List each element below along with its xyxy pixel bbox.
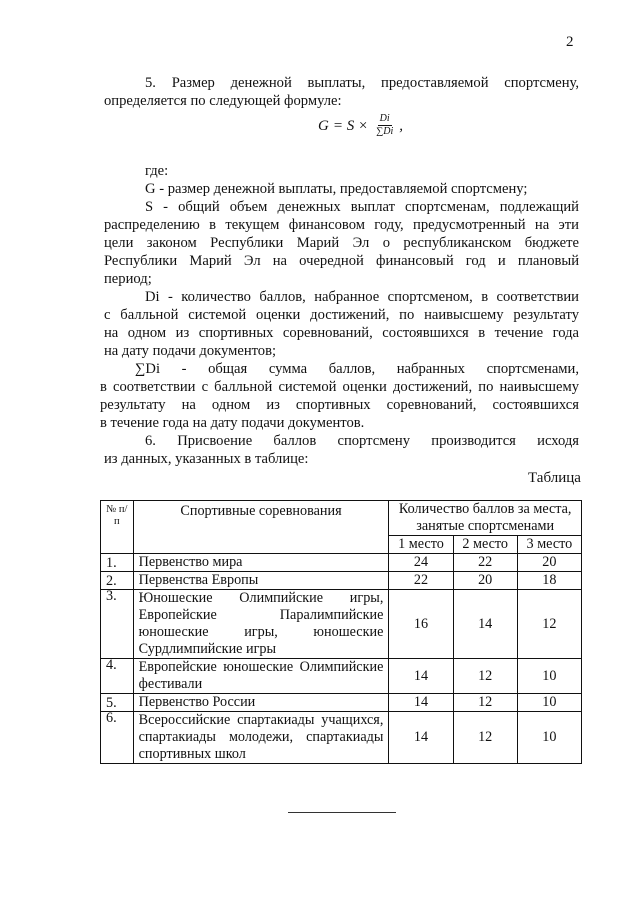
table-row [101,572,582,590]
s-definition-line-1: S - общий объем денежных выплат спортсменам, подлежащий [145,199,579,215]
table-row [101,590,582,659]
table-header-row [101,501,582,536]
d-definition-line-3: на одном из спортивных соревнований, состоявшихся в течение года [104,325,579,341]
row-points-3: 12 [517,590,581,659]
table-row [101,712,582,764]
row-points-1: 24 [389,554,453,572]
s-definition-line-4: Республики Марий Эл на очередной финансовый год и плановый [104,253,579,269]
row-points-1: 14 [389,694,453,712]
payment-formula [318,113,403,138]
sum-definition-line-3: результату на одном из спортивных соревнований, состоявшихся [100,397,579,413]
row-points-1: 22 [389,572,453,590]
d-definition-line-2: с балльной системой оценки достижений, по наивысшему результату [104,307,579,323]
row-competition: Первенства Европы [133,572,389,590]
header-place-1: 1 место [389,536,453,554]
row-points-2: 12 [453,694,517,712]
sum-definition-line-4: в течение года на дату подачи документов. [100,415,365,431]
table-row [101,659,582,694]
row-competition: Первенство России [133,694,389,712]
formula-eq: = S × [332,117,369,134]
formula-tail: , [399,117,403,134]
header-competitions: Спортивные соревнования [133,501,389,554]
row-points-3: 10 [517,694,581,712]
page-number: 2 [566,34,574,50]
paragraph-5-line-1: 5. Размер денежной выплаты, предоставляемой спортсмену, [145,75,579,91]
points-table [100,500,582,764]
s-definition-line-2: распределению в текущем финансовом году, предусмотренный на эти [104,217,579,233]
row-points-2: 22 [453,554,517,572]
closing-divider [288,812,396,813]
formula-lhs: G [318,117,329,134]
row-competition: Юношеские Олимпийские игры, Европейские Паралимпийские юношеские игры, юношеские Сурдлимпийские игры [133,590,389,659]
row-points-2: 12 [453,712,517,764]
paragraph-5-line-2: определяется по следующей формуле: [104,93,342,109]
d-definition-line-4: на дату подачи документов; [104,343,277,359]
where-label: где: [145,163,169,179]
row-points-1: 14 [389,659,453,694]
sum-definition-line-1: ∑Di - общая сумма баллов, набранных спортсменами, [135,361,579,377]
sum-definition-line-2: в соответствии с балльной системой оценки достижений, по наивысшему [100,379,579,395]
row-points-1: 16 [389,590,453,659]
row-number: 3. [101,590,134,659]
s-definition-line-5: период; [104,271,152,287]
header-number: № п/п [101,501,134,554]
paragraph-6-line-1: 6. Присвоение баллов спортсмену производится исходя [145,433,579,449]
row-number: 4. [101,659,134,694]
row-number: 5. [101,694,134,712]
header-place-2: 2 место [453,536,517,554]
header-place-3: 3 место [517,536,581,554]
row-competition: Европейские юношеские Олимпийские фестивали [133,659,389,694]
row-points-3: 18 [517,572,581,590]
row-points-1: 14 [389,712,453,764]
row-points-3: 10 [517,659,581,694]
table-row [101,554,582,572]
header-points: Количество баллов за места, занятые спортсменами [389,501,582,536]
row-number: 2. [101,572,134,590]
row-points-2: 20 [453,572,517,590]
formula-denominator: ∑Di [376,126,394,137]
table-caption: Таблица [528,470,581,486]
row-competition: Всероссийские спартакиады учащихся, спартакиады молодежи, спартакиады спортивных школ [133,712,389,764]
formula-numerator: Di [379,113,390,124]
formula-fraction [374,113,395,138]
row-points-3: 10 [517,712,581,764]
row-points-2: 12 [453,659,517,694]
d-definition-line-1: Di - количество баллов, набранное спортсменом, в соответствии [145,289,579,305]
row-points-2: 14 [453,590,517,659]
paragraph-6-line-2: из данных, указанных в таблице: [104,451,309,467]
g-definition: G - размер денежной выплаты, предоставляемой спортсмену; [145,181,528,197]
row-competition: Первенство мира [133,554,389,572]
s-definition-line-3: цели законом Республики Марий Эл о республиканском бюджете [104,235,579,251]
table-row [101,694,582,712]
row-number: 1. [101,554,134,572]
row-number: 6. [101,712,134,764]
row-points-3: 20 [517,554,581,572]
